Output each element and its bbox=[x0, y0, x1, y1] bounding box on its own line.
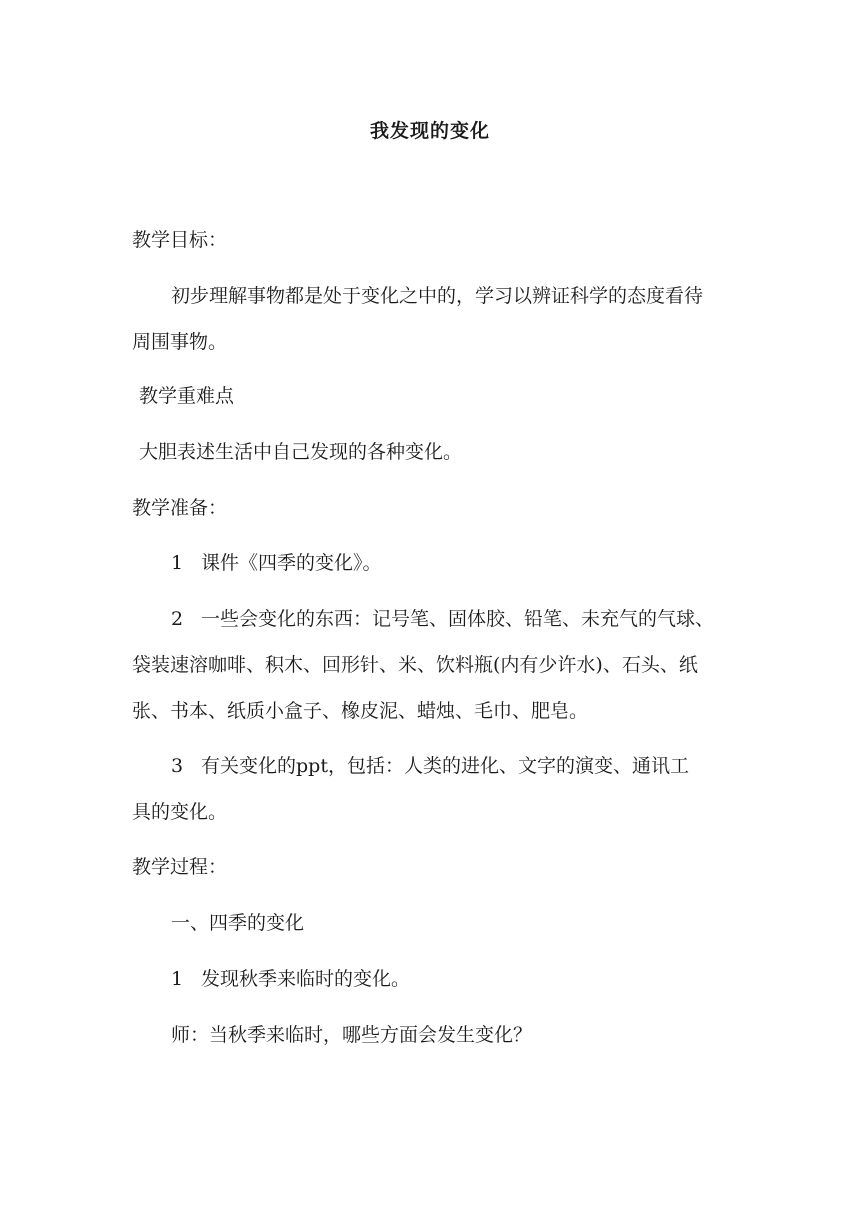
process-heading: 教学过程： bbox=[132, 856, 228, 878]
prep-item-3 bbox=[171, 754, 771, 778]
objective-text-line-1: 初步理解事物都是处于变化之中的，学习以辨证科学的态度看待 bbox=[171, 285, 704, 307]
objective-text-line-2: 周围事物。 bbox=[132, 331, 228, 353]
prep-item-text: 课件《四季的变化》。 bbox=[201, 552, 382, 574]
prep-item-text: 一些会变化的东西：记号笔、固体胶、铅笔、未充气的气球、 bbox=[201, 608, 715, 630]
preparation-heading: 教学准备： bbox=[132, 497, 228, 519]
prep-item-3-line-2: 具的变化。 bbox=[132, 801, 228, 823]
section-one-heading: 一、四季的变化 bbox=[171, 912, 305, 934]
step-1 bbox=[171, 967, 771, 991]
prep-item-text: 有关变化的ppt，包括：人类的进化、文字的演变、通讯工 bbox=[201, 755, 689, 777]
document-title: 我发现的变化 bbox=[369, 120, 490, 142]
prep-item-number: 2 bbox=[171, 608, 184, 630]
prep-item-2-line-3: 张、书本、纸质小盒子、橡皮泥、蜡烛、毛巾、肥皂。 bbox=[132, 700, 589, 722]
key-points-heading: 教学重难点 bbox=[139, 385, 235, 407]
step-number: 1 bbox=[171, 968, 184, 990]
step-text: 发现秋季来临时的变化。 bbox=[201, 968, 411, 990]
key-points-text: 大胆表述生活中自己发现的各种变化。 bbox=[139, 441, 463, 463]
prep-item-1 bbox=[171, 551, 771, 575]
prep-item-2 bbox=[171, 607, 771, 631]
prep-item-number: 3 bbox=[171, 755, 184, 777]
prep-item-number: 1 bbox=[171, 552, 184, 574]
prep-item-2-line-2: 袋装速溶咖啡、积木、回形针、米、饮料瓶(内有少许水)、石头、纸 bbox=[132, 654, 698, 676]
objective-heading: 教学目标： bbox=[132, 229, 228, 251]
teacher-question: 师：当秋季来临时，哪些方面会发生变化？ bbox=[171, 1024, 533, 1046]
